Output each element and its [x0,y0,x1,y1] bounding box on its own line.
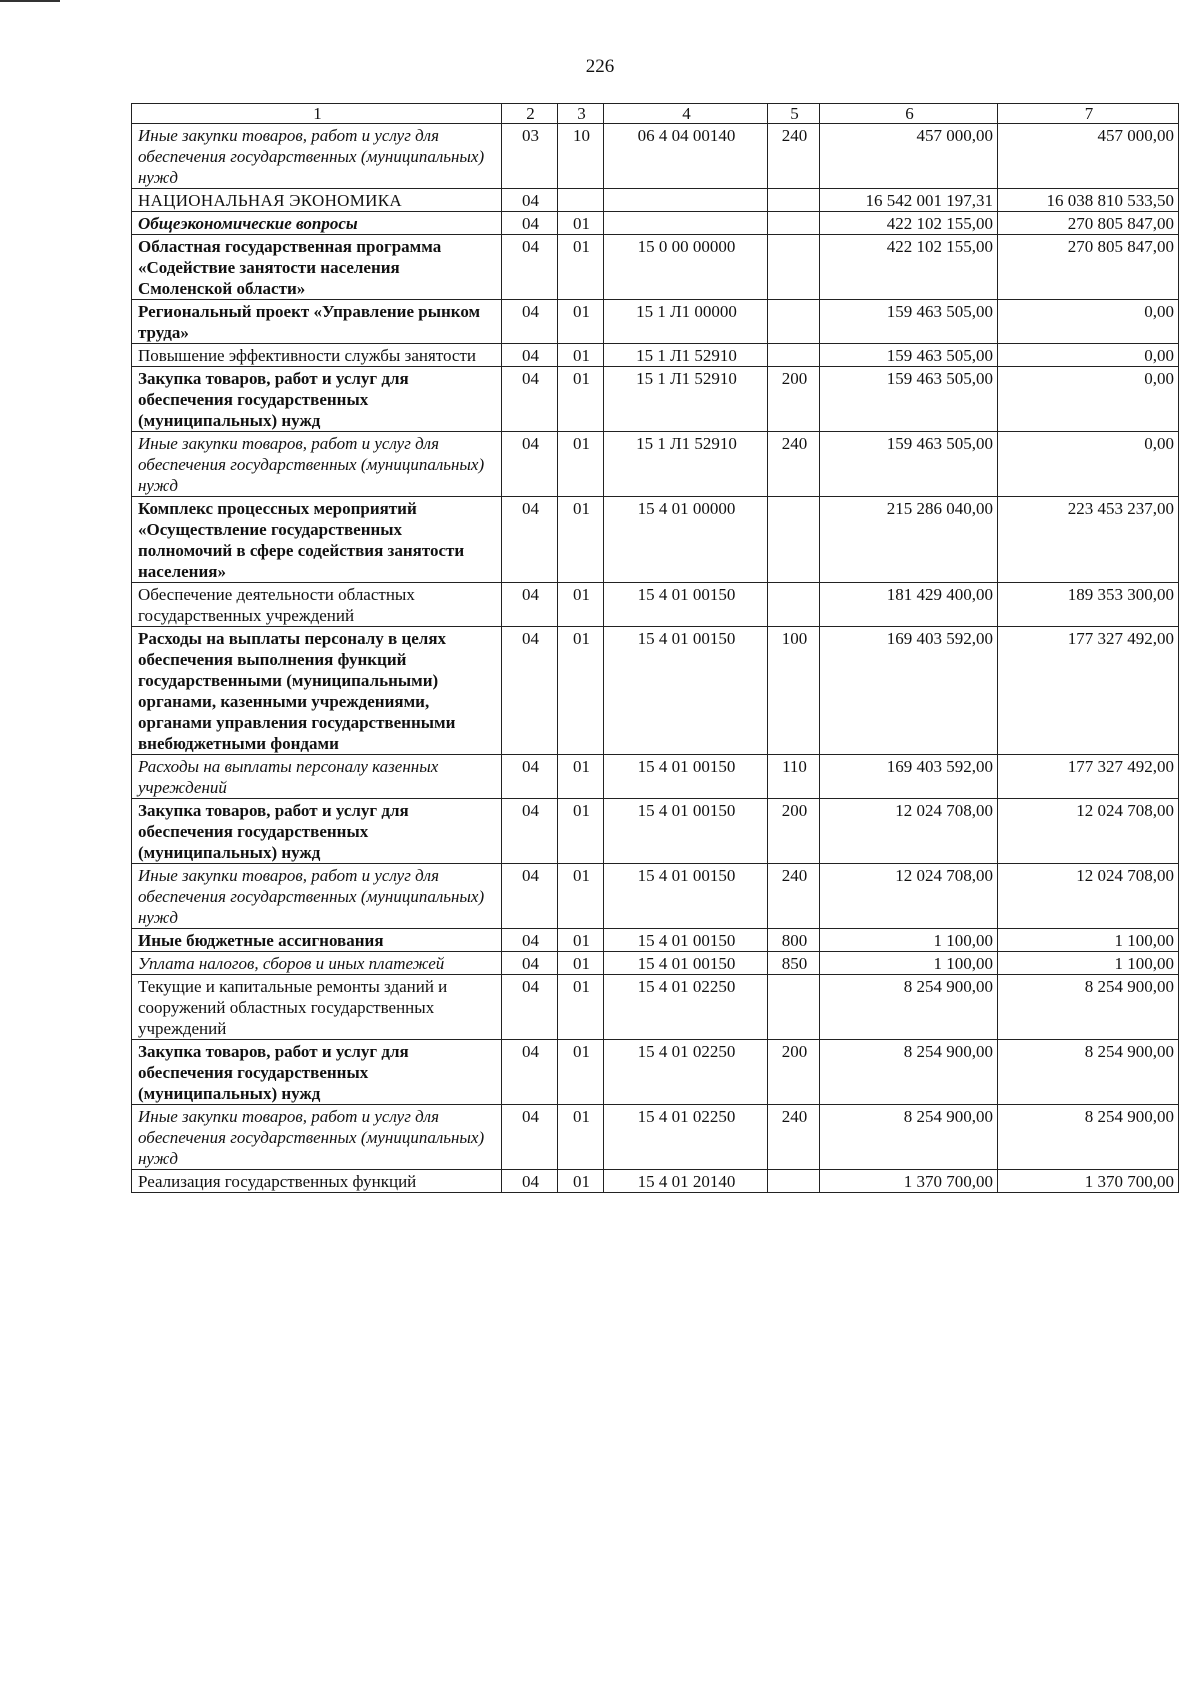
row-expense-type-code [768,189,820,212]
row-section-code: 04 [502,799,558,864]
row-amount-year-2: 0,00 [998,300,1179,344]
header-col-5: 5 [768,104,820,124]
row-subsection-code: 01 [558,367,604,432]
table-row [132,929,1179,952]
row-name-cell: Иные закупки товаров, работ и услуг для обеспечения государственных (муниципальных) нужд [132,432,502,497]
row-name-cell: НАЦИОНАЛЬНАЯ ЭКОНОМИКА [132,189,502,212]
header-col-3: 3 [558,104,604,124]
row-expense-type-code: 110 [768,755,820,799]
row-amount-year-2: 0,00 [998,344,1179,367]
row-target-article-code: 15 1 Л1 00000 [604,300,768,344]
table-row [132,1105,1179,1170]
header-col-2: 2 [502,104,558,124]
row-subsection-code: 01 [558,952,604,975]
row-section-code: 04 [502,975,558,1040]
table-row [132,300,1179,344]
row-target-article-code: 15 4 01 02250 [604,1105,768,1170]
row-expense-type-code: 240 [768,432,820,497]
table-row [132,1040,1179,1105]
row-amount-year-1: 16 542 001 197,31 [820,189,998,212]
row-amount-year-2: 223 453 237,00 [998,497,1179,583]
row-amount-year-2: 189 353 300,00 [998,583,1179,627]
row-subsection-code: 01 [558,627,604,755]
row-subsection-code: 01 [558,497,604,583]
row-section-code: 04 [502,755,558,799]
row-target-article-code: 15 4 01 00150 [604,929,768,952]
row-target-article-code: 15 4 01 02250 [604,1040,768,1105]
row-subsection-code: 01 [558,344,604,367]
row-amount-year-2: 8 254 900,00 [998,1040,1179,1105]
table-row [132,235,1179,300]
table-row [132,755,1179,799]
row-section-code: 04 [502,497,558,583]
row-expense-type-code: 200 [768,367,820,432]
table-row [132,497,1179,583]
row-name-cell: Региональный проект «Управление рынком труда» [132,300,502,344]
row-amount-year-1: 159 463 505,00 [820,344,998,367]
row-amount-year-1: 1 100,00 [820,952,998,975]
row-amount-year-1: 12 024 708,00 [820,864,998,929]
row-amount-year-2: 270 805 847,00 [998,212,1179,235]
header-col-4: 4 [604,104,768,124]
row-amount-year-1: 422 102 155,00 [820,235,998,300]
row-expense-type-code: 240 [768,124,820,189]
row-amount-year-1: 12 024 708,00 [820,799,998,864]
row-subsection-code: 01 [558,212,604,235]
row-amount-year-1: 169 403 592,00 [820,755,998,799]
row-name-cell: Общеэкономические вопросы [132,212,502,235]
row-amount-year-2: 1 370 700,00 [998,1170,1179,1193]
row-amount-year-2: 1 100,00 [998,929,1179,952]
row-subsection-code: 01 [558,975,604,1040]
row-expense-type-code [768,975,820,1040]
header-col-7: 7 [998,104,1179,124]
row-amount-year-1: 8 254 900,00 [820,1040,998,1105]
row-name-cell: Иные закупки товаров, работ и услуг для обеспечения государственных (муниципальных) нужд [132,864,502,929]
row-amount-year-2: 270 805 847,00 [998,235,1179,300]
row-subsection-code: 01 [558,864,604,929]
row-target-article-code: 15 4 01 00000 [604,497,768,583]
row-name-cell: Расходы на выплаты персоналу казенных учреждений [132,755,502,799]
row-subsection-code: 01 [558,1170,604,1193]
row-amount-year-2: 0,00 [998,432,1179,497]
table-row [132,1170,1179,1193]
row-name-cell: Иные закупки товаров, работ и услуг для обеспечения государственных (муниципальных) нужд [132,1105,502,1170]
row-name-cell: Повышение эффективности службы занятости [132,344,502,367]
table-row [132,799,1179,864]
row-amount-year-1: 422 102 155,00 [820,212,998,235]
row-target-article-code: 15 1 Л1 52910 [604,432,768,497]
row-target-article-code [604,212,768,235]
row-subsection-code: 01 [558,929,604,952]
header-col-1: 1 [132,104,502,124]
row-amount-year-2: 177 327 492,00 [998,755,1179,799]
row-expense-type-code [768,344,820,367]
row-expense-type-code [768,235,820,300]
table-row [132,367,1179,432]
table-row [132,952,1179,975]
row-amount-year-1: 1 370 700,00 [820,1170,998,1193]
row-name-cell: Уплата налогов, сборов и иных платежей [132,952,502,975]
row-section-code: 04 [502,300,558,344]
table-row [132,212,1179,235]
row-expense-type-code: 200 [768,1040,820,1105]
row-section-code: 04 [502,864,558,929]
row-target-article-code: 15 4 01 00150 [604,864,768,929]
row-name-cell: Обеспечение деятельности областных государственных учреждений [132,583,502,627]
row-section-code: 04 [502,367,558,432]
row-expense-type-code: 200 [768,799,820,864]
row-subsection-code: 01 [558,799,604,864]
row-amount-year-1: 169 403 592,00 [820,627,998,755]
row-section-code: 04 [502,1105,558,1170]
table-row [132,627,1179,755]
table-row [132,189,1179,212]
row-target-article-code: 15 4 01 20140 [604,1170,768,1193]
row-subsection-code: 01 [558,755,604,799]
budget-table-body [132,104,1179,1193]
row-target-article-code: 15 4 01 02250 [604,975,768,1040]
row-name-cell: Комплекс процессных мероприятий «Осуществление государственных полномочий в сфере содействия занятости населения» [132,497,502,583]
row-amount-year-1: 215 286 040,00 [820,497,998,583]
scan-edge-mark [0,0,60,2]
row-section-code: 04 [502,583,558,627]
row-expense-type-code [768,1170,820,1193]
row-amount-year-2: 457 000,00 [998,124,1179,189]
row-name-cell: Закупка товаров, работ и услуг для обеспечения государственных (муниципальных) нужд [132,367,502,432]
row-target-article-code: 15 1 Л1 52910 [604,367,768,432]
row-amount-year-1: 8 254 900,00 [820,975,998,1040]
row-section-code: 04 [502,189,558,212]
row-section-code: 03 [502,124,558,189]
row-name-cell: Иные закупки товаров, работ и услуг для обеспечения государственных (муниципальных) нужд [132,124,502,189]
row-subsection-code [558,189,604,212]
row-target-article-code: 15 0 00 00000 [604,235,768,300]
row-section-code: 04 [502,1170,558,1193]
row-expense-type-code: 240 [768,1105,820,1170]
row-target-article-code: 15 4 01 00150 [604,583,768,627]
row-amount-year-2: 1 100,00 [998,952,1179,975]
row-subsection-code: 01 [558,300,604,344]
budget-table [131,103,1179,1193]
row-amount-year-1: 159 463 505,00 [820,300,998,344]
row-section-code: 04 [502,235,558,300]
row-target-article-code: 15 4 01 00150 [604,952,768,975]
row-amount-year-1: 8 254 900,00 [820,1105,998,1170]
row-subsection-code: 01 [558,432,604,497]
row-target-article-code [604,189,768,212]
table-row [132,975,1179,1040]
row-name-cell: Иные бюджетные ассигнования [132,929,502,952]
row-section-code: 04 [502,1040,558,1105]
row-expense-type-code [768,300,820,344]
row-expense-type-code: 100 [768,627,820,755]
row-amount-year-1: 159 463 505,00 [820,367,998,432]
row-amount-year-2: 12 024 708,00 [998,799,1179,864]
page-number: 226 [585,56,615,77]
header-col-6: 6 [820,104,998,124]
row-section-code: 04 [502,212,558,235]
row-subsection-code: 01 [558,1105,604,1170]
row-target-article-code: 15 4 01 00150 [604,799,768,864]
row-name-cell: Текущие и капитальные ремонты зданий и сооружений областных государственных учреждений [132,975,502,1040]
row-target-article-code: 15 4 01 00150 [604,755,768,799]
table-row [132,432,1179,497]
row-name-cell: Закупка товаров, работ и услуг для обеспечения государственных (муниципальных) нужд [132,799,502,864]
row-name-cell: Закупка товаров, работ и услуг для обеспечения государственных (муниципальных) нужд [132,1040,502,1105]
row-amount-year-2: 8 254 900,00 [998,975,1179,1040]
table-row [132,583,1179,627]
row-amount-year-1: 1 100,00 [820,929,998,952]
row-section-code: 04 [502,432,558,497]
row-amount-year-2: 177 327 492,00 [998,627,1179,755]
row-amount-year-2: 8 254 900,00 [998,1105,1179,1170]
row-subsection-code: 01 [558,583,604,627]
row-section-code: 04 [502,929,558,952]
row-subsection-code: 01 [558,235,604,300]
row-amount-year-1: 159 463 505,00 [820,432,998,497]
row-amount-year-2: 0,00 [998,367,1179,432]
row-target-article-code: 06 4 04 00140 [604,124,768,189]
row-target-article-code: 15 4 01 00150 [604,627,768,755]
table-header-row [132,104,1179,124]
table-row [132,344,1179,367]
row-section-code: 04 [502,344,558,367]
row-amount-year-1: 457 000,00 [820,124,998,189]
row-name-cell: Реализация государственных функций [132,1170,502,1193]
row-section-code: 04 [502,627,558,755]
row-section-code: 04 [502,952,558,975]
row-expense-type-code: 850 [768,952,820,975]
row-subsection-code: 10 [558,124,604,189]
row-name-cell: Расходы на выплаты персоналу в целях обеспечения выполнения функций государственными (муниципальными) органами, казенными учреждениями, органами управления государственными внебюджетными фондами [132,627,502,755]
row-expense-type-code [768,497,820,583]
row-amount-year-2: 16 038 810 533,50 [998,189,1179,212]
row-amount-year-2: 12 024 708,00 [998,864,1179,929]
row-expense-type-code [768,583,820,627]
row-amount-year-1: 181 429 400,00 [820,583,998,627]
row-subsection-code: 01 [558,1040,604,1105]
row-target-article-code: 15 1 Л1 52910 [604,344,768,367]
table-row [132,864,1179,929]
table-row [132,124,1179,189]
row-expense-type-code: 800 [768,929,820,952]
row-expense-type-code [768,212,820,235]
row-name-cell: Областная государственная программа «Содействие занятости населения Смоленской области» [132,235,502,300]
row-expense-type-code: 240 [768,864,820,929]
